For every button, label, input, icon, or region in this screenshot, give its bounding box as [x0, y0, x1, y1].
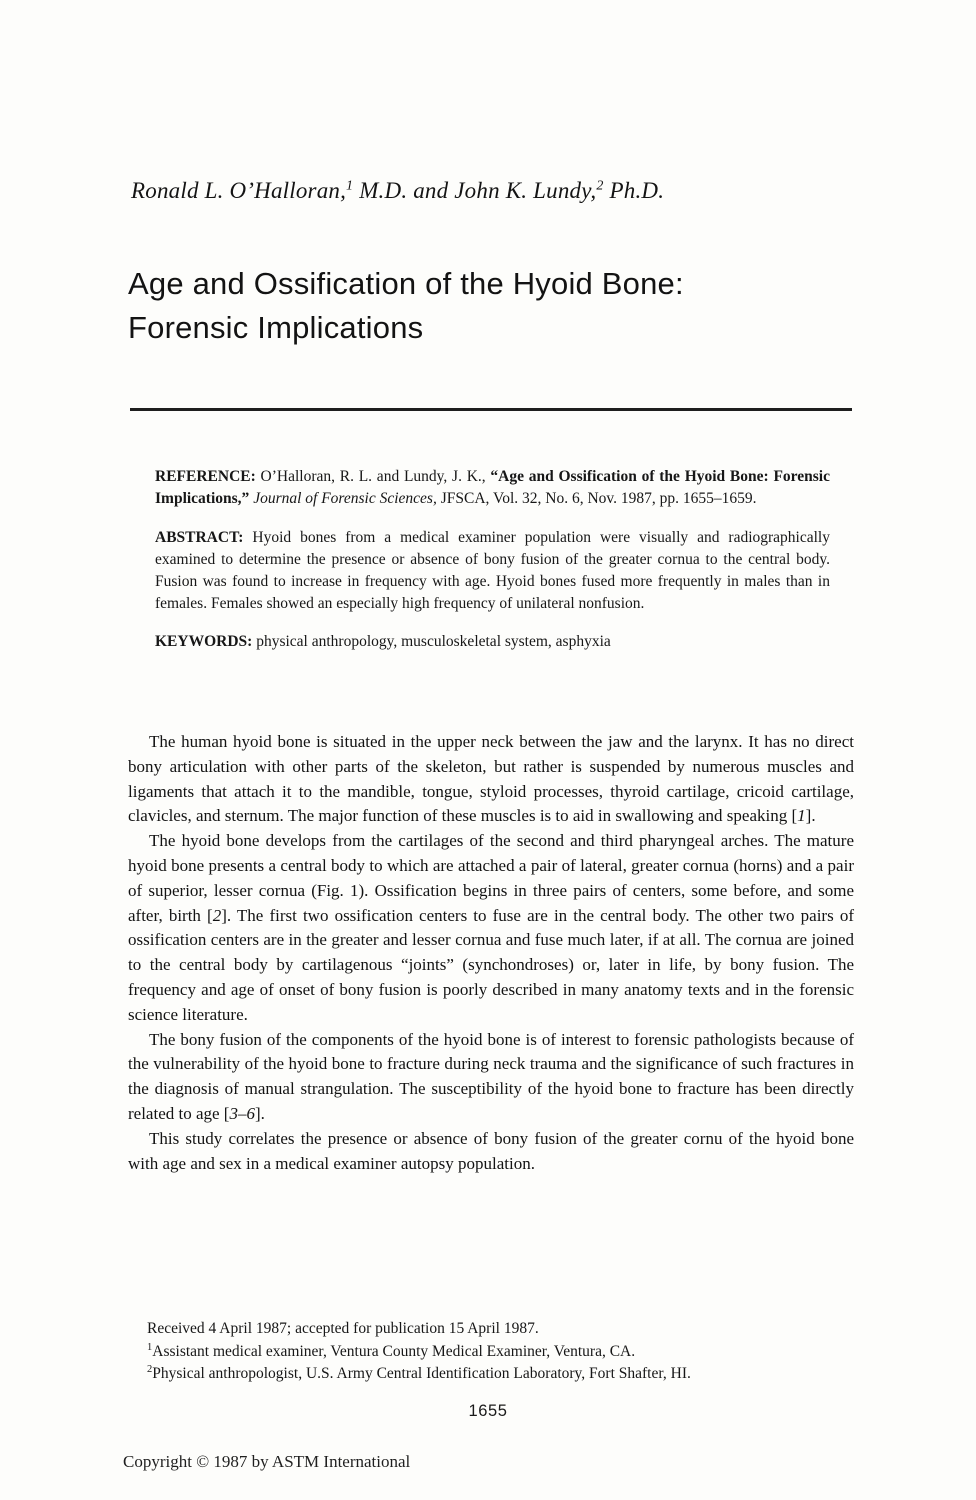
reference-label: REFERENCE:	[155, 468, 256, 485]
footnote-1-marker: 1	[147, 1341, 153, 1353]
citation-1: 1	[797, 806, 806, 826]
reference-authors: O’Halloran, R. L. and Lundy, J. K.,	[255, 468, 491, 485]
footnote-1	[147, 1341, 847, 1364]
byline-degree: Ph.D.	[603, 178, 665, 203]
page-number: 1655	[468, 1402, 508, 1420]
keywords-label: KEYWORDS:	[155, 633, 253, 650]
citation-2: 2	[212, 905, 222, 925]
reference-article-title: “Age and Ossification of the Hyoid Bone: Forensic Implications,”	[155, 468, 830, 507]
copyright-line: Copyright © 1987 by ASTM International	[123, 1452, 411, 1471]
body-paragraph-2-end: ]. The first two ossification centers to fuse are in the central body. The other two pairs of ossification centers are in the greater and lesser cornua and fuse much later, if at all. The cornua are joined to the central body by cartilagenous “joints” (synchondroses) or, later in life, by bony fusion. The frequency and age of onset of bony fusion is poorly described in many anatomy texts and in the forensic science literature.	[128, 905, 854, 1024]
reference-journal-name: Journal of Forensic Sciences,	[249, 490, 437, 507]
frontmatter-block	[155, 466, 830, 653]
body-paragraph-1	[128, 730, 854, 829]
received-line: Received 4 April 1987; accepted for publication 15 April 1987.	[147, 1320, 539, 1337]
abstract-text: Hyoid bones from a medical examiner population were visually and radiographically examined to determine the presence or absence of bony fusion of the greater cornua to the central body. Fusion was found to increase in frequency with age. Hyoid bones fused more frequently in males than in females. Females showed an especially high frequency of unilateral nonfusion.	[155, 529, 830, 612]
keywords-paragraph	[155, 631, 830, 653]
body-paragraph-3	[128, 1028, 854, 1127]
byline	[131, 178, 664, 204]
article-body	[128, 730, 854, 1176]
body-paragraph-4	[128, 1127, 854, 1177]
article-title	[128, 262, 684, 350]
byline-author-2: M.D. and John K. Lundy,	[353, 178, 597, 203]
body-paragraph-3-end: ].	[254, 1103, 265, 1123]
body-paragraph-1-end: ].	[805, 806, 816, 826]
footnote-1-text: Assistant medical examiner, Ventura County Medical Examiner, Ventura, CA.	[152, 1342, 636, 1360]
article-title-line-1: Age and Ossification of the Hyoid Bone:	[128, 266, 684, 301]
byline-author-1: Ronald L. O’Halloran,	[131, 178, 347, 203]
footnote-2	[147, 1363, 847, 1386]
abstract-label: ABSTRACT:	[155, 529, 244, 546]
reference-paragraph	[155, 466, 830, 510]
footnote-2-marker: 2	[147, 1363, 153, 1375]
reference-details: JFSCA, Vol. 32, No. 6, Nov. 1987, pp. 1655–1659.	[436, 490, 757, 507]
byline-footnote-marker-1: 1	[346, 178, 354, 194]
body-paragraph-4-text: This study correlates the presence or absence of bony fusion of the greater cornu of the hyoid bone with age and sex in a medical examiner autopsy population.	[128, 1128, 854, 1173]
horizontal-rule	[130, 408, 852, 411]
byline-footnote-marker-2: 2	[596, 178, 604, 194]
body-paragraph-2	[128, 829, 854, 1027]
body-paragraph-2-text: The hyoid bone develops from the cartilages of the second and third pharyngeal arches. The mature hyoid bone presents a central body to which are attached a pair of lateral, greater cornua (horns) and a pair of superior, lesser cornua (Fig. 1). Ossification begins in three pairs of centers, some before, and some after, birth [	[128, 831, 854, 925]
body-paragraph-3-text: The bony fusion of the components of the hyoid bone is of interest to forensic pathologists because of the vulnerability of the hyoid bone to fracture during neck trauma and the significance of such fractures in the diagnosis of manual strangulation. The susceptibility of the hyoid bone to fracture has been directly related to age [	[128, 1029, 854, 1123]
footnotes-block	[147, 1318, 847, 1386]
citation-3: 3–6	[229, 1103, 255, 1123]
keywords-text: physical anthropology, musculoskeletal system, asphyxia	[252, 633, 611, 650]
abstract-paragraph	[155, 527, 830, 615]
footnote-2-text: Physical anthropologist, U.S. Army Central Identification Laboratory, Fort Shafter, HI.	[152, 1365, 691, 1382]
article-title-line-2: Forensic Implications	[128, 310, 424, 345]
body-paragraph-1-text: The human hyoid bone is situated in the upper neck between the jaw and the larynx. It has no direct bony articulation with other parts of the skeleton, but rather is suspended by numerous muscles and ligaments that attach it to the mandible, tongue, styloid processes, thyroid cartilage, cricoid cartilage, clavicles, and sternum. The major function of these muscles is to aid in swallowing and speaking [	[128, 732, 854, 826]
